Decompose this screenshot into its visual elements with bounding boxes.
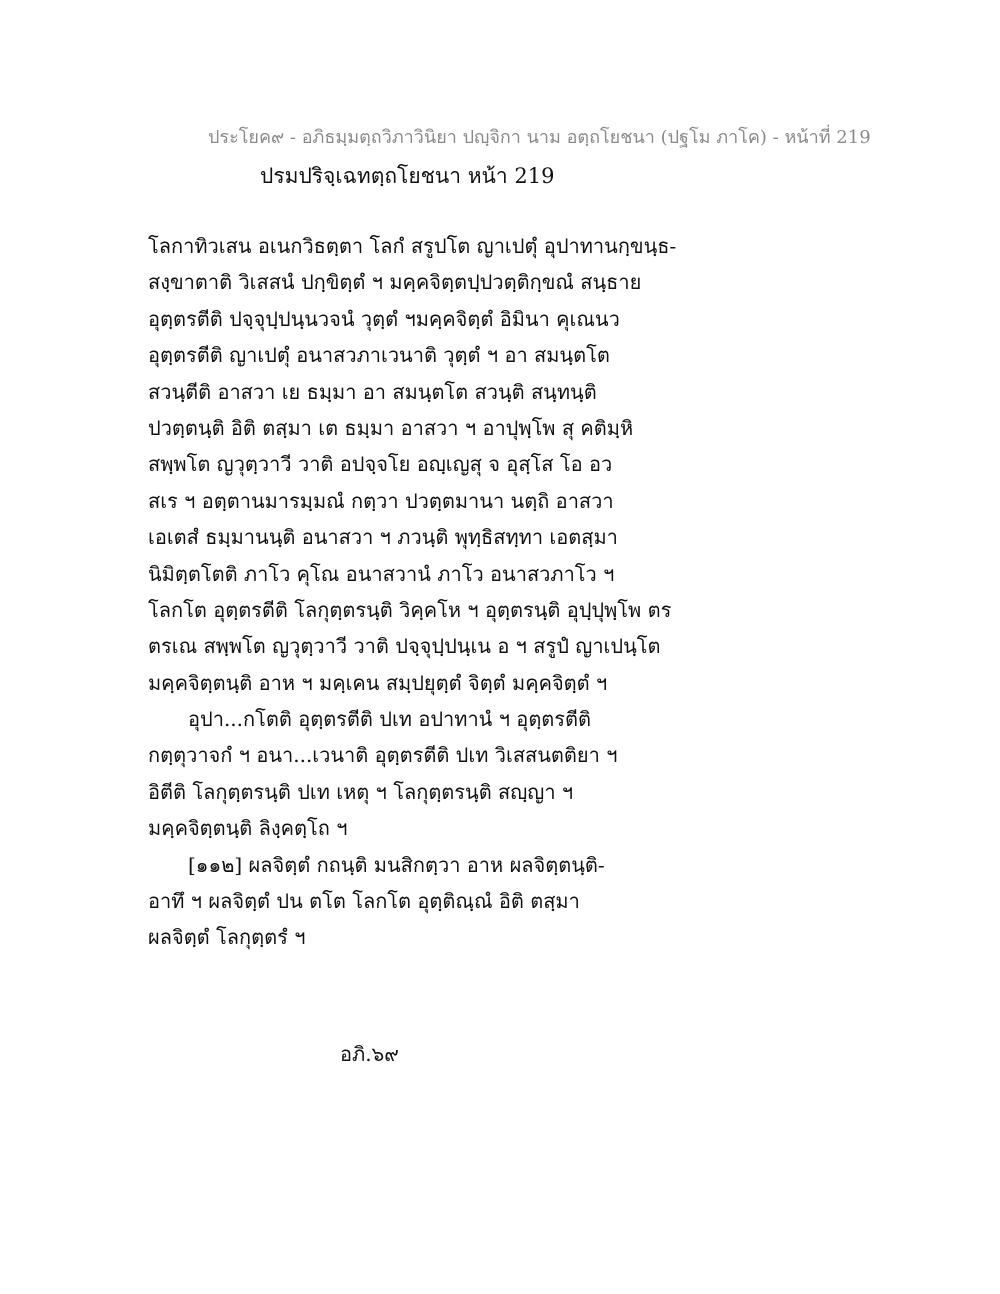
text-line: มคฺคจิตฺตนฺติ อาห ฯ มคฺเคน สมฺปยุตฺตํ จิตฺตํ มคฺคจิตฺตํ ฯ bbox=[148, 670, 608, 695]
text-line: สงฺขาตาติ วิเสสนํ ปกฺขิตฺตํ ฯ มคฺคจิตฺตปฺปวตฺติกฺขณํ สนฺธาย bbox=[148, 270, 642, 295]
text-line: กตฺตุวาจกํ ฯ อนา...เวนาติ อุตฺตรตีติ ปเท วิเสสนตติยา ฯ bbox=[148, 743, 618, 768]
page-title: ปรมปริจฺเฉทตฺถโยชนา หน้า 219 bbox=[260, 164, 555, 188]
body-text bbox=[148, 228, 868, 956]
text-line: อุตฺตรตีติ ญาเปตุํ อนาสวภาเวนาติ วุตฺตํ ฯ อา สมนฺตโต bbox=[148, 343, 610, 368]
text-line: โลกโต อุตฺตรตีติ โลกุตฺตรนฺติ วิคฺคโห ฯ อุตฺตรนฺติ อุปฺปุพฺโพ ตร bbox=[148, 597, 672, 622]
paragraph-start-line: [๑๑๒] ผลจิตฺตํ กถนฺติ มนสิกตฺวา อาห ผลจิตฺตนฺติ- bbox=[188, 852, 605, 877]
text-line: อาทึ ฯ ผลจิตฺตํ ปน ตโต โลกโต อุตฺติณฺณํ อิติ ตสฺมา bbox=[148, 889, 580, 914]
text-line: มคฺคจิตฺตนฺติ ลิงฺคตฺโถ ฯ bbox=[148, 816, 348, 841]
paragraph-start-line: อุปา...กโตติ อุตฺตรตีติ ปเท อปาทานํ ฯ อุตฺตรตีติ bbox=[188, 707, 592, 732]
text-line: สวนฺตีติ อาสวา เย ธมฺมา อา สมนฺตโต สวนฺติ สนฺทนฺติ bbox=[148, 379, 597, 404]
page-footer-mark: อภิ.๖๙ bbox=[340, 1042, 399, 1066]
text-line: อุตฺตรตีติ ปจฺจุปฺปนฺนวจนํ วุตฺตํ ฯมคฺคจิตฺตํ อิมินา คุเณนว bbox=[148, 306, 620, 331]
text-line: ตรเณ สพฺพโต ญวุตฺวาวี วาติ ปจฺจุปฺปนฺเน อ ฯ สรูปํ ญาเปนฺโต bbox=[148, 634, 661, 659]
text-line: นิมิตฺตโตติ ภาโว คุโณ อนาสวานํ ภาโว อนาสวภาโว ฯ bbox=[148, 561, 615, 586]
text-line: อิตีติ โลกุตฺตรนฺติ ปเท เหตุ ฯ โลกุตฺตรนฺติ สญฺญา ฯ bbox=[148, 779, 574, 804]
text-line: สเร ฯ อตฺตานมารมฺมณํ กตฺวา ปวตฺตมานา นตฺถิ อาสวา bbox=[148, 488, 614, 513]
text-line: โลกาทิวเสน อเนกวิธตฺตา โลกํ สรูปโต ญาเปตุํ อุปาทานกฺขนฺธ- bbox=[148, 234, 677, 258]
text-line: ผลจิตฺตํ โลกุตฺตรํ ฯ bbox=[148, 925, 306, 950]
text-line: สพฺพโต ญวุตฺวาวี วาติ อปจฺจโย อญฺเญสุ จ อุสฺโส โอ อว bbox=[148, 452, 613, 477]
text-line: เอเตสํ ธมฺมานนฺติ อนาสวา ฯ ภวนฺติ พุทฺธิสทฺทา เอตสฺมา bbox=[148, 525, 618, 550]
running-header: ประโยค๙ - อภิธมฺมตฺถวิภาวินิยา ปญฺจิกา นาม อตฺถโยชนา (ปฐโม ภาโค) - หน้าที่ 219 bbox=[208, 127, 871, 148]
text-line: ปวตฺตนฺติ อิติ ตสฺมา เต ธมฺมา อาสวา ฯ อาปุพฺโพ สุ คติมฺหิ bbox=[148, 415, 634, 440]
